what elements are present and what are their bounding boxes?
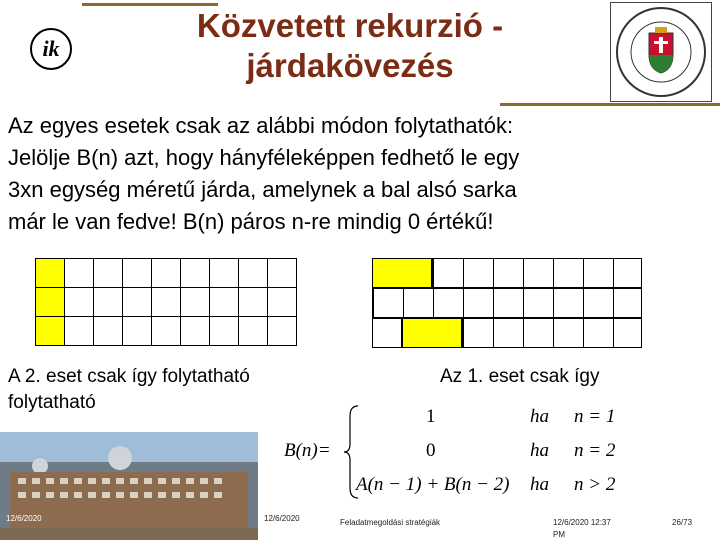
grid-row-cells: [372, 288, 642, 318]
body-line-1: Az egyes esetek csak az alábbi módon folytathatók:: [8, 113, 514, 138]
footer-page-number: 26/73: [672, 518, 693, 527]
body-line-4: már le van fedve! B(n) páros n-re mindig 0 értékű!: [8, 209, 494, 234]
grid-cell: [152, 259, 181, 288]
formula-cond-row-1: n = 1: [574, 406, 616, 427]
grid-cell: [210, 288, 239, 317]
grid-cell: [123, 259, 152, 288]
grid-cell: [65, 288, 94, 317]
formula-value-row-3: A(n − 1) + B(n − 2): [356, 474, 510, 495]
tiling-grid-case-1: [372, 258, 650, 348]
grid-row-cells: [432, 258, 642, 288]
formula-value-row-1: 1: [426, 406, 436, 427]
title-rule-bottom: [500, 103, 720, 106]
grid-cell: [239, 317, 268, 346]
recurrence-formula: [278, 404, 638, 500]
grid-cell: [94, 317, 123, 346]
grid-cell: [152, 317, 181, 346]
grid-cell-filled: [36, 288, 65, 317]
caption-case-2-line-1: A 2. eset csak így folytatható: [8, 366, 250, 387]
formula-ha-row-3: ha: [530, 474, 549, 495]
formula-lhs: B(n)=: [284, 440, 331, 461]
caption-case-2-line-2: folytatható: [8, 392, 96, 413]
formula-ha-row-1: ha: [530, 406, 549, 427]
campus-photo: [0, 432, 258, 540]
grid-cell: [94, 288, 123, 317]
grid-cell: [65, 259, 94, 288]
grid-cell: [123, 288, 152, 317]
university-seal-icon: [610, 2, 712, 102]
formula-cond-row-2: n = 2: [574, 440, 616, 461]
body-text: [8, 110, 708, 238]
grid-cell: [181, 259, 210, 288]
body-line-2: Jelölje B(n) azt, hogy hányféleképpen fedhető le egy: [8, 145, 520, 170]
formula-cond-row-3: n > 2: [574, 474, 616, 495]
grid-cell: [268, 259, 297, 288]
body-line-3: 3xn egység méretű járda, amelynek a bal alsó sarka: [8, 177, 517, 202]
footer-datetime: 12/6/2020 12:37: [553, 518, 611, 527]
svg-text:ik: ik: [42, 36, 60, 61]
grid-cell: [181, 288, 210, 317]
grid-cell: [268, 317, 297, 346]
grid-cell: [123, 317, 152, 346]
slide-title: [140, 6, 560, 86]
grid-cell: [239, 288, 268, 317]
grid-cell: [152, 288, 181, 317]
grid-row-cells: [462, 318, 642, 348]
tiling-grid-case-2: [35, 258, 297, 346]
title-line-1: Közvetett rekurzió -: [196, 7, 504, 44]
grid-cell: [268, 288, 297, 317]
footer-date-overlay: 12/6/2020: [264, 514, 300, 523]
grid-cell: [94, 259, 123, 288]
grid-cell: [181, 317, 210, 346]
grid-cell: [65, 317, 94, 346]
footer-date-left: 12/6/2020: [6, 514, 42, 523]
grid-cell-filled: [372, 258, 432, 288]
footer-subject: Feladatmegoldási stratégiák: [340, 518, 441, 527]
caption-case-1: Az 1. eset csak így: [440, 366, 600, 387]
ik-logo-icon: [28, 26, 74, 72]
footer-ampm: PM: [553, 530, 565, 539]
grid-cell: [210, 259, 239, 288]
title-line-2: járdakövezés: [246, 47, 454, 84]
grid-cell: [210, 317, 239, 346]
grid-cell-filled: [36, 317, 65, 346]
grid-cell-filled: [402, 318, 462, 348]
formula-ha-row-2: ha: [530, 440, 549, 461]
formula-value-row-2: 0: [426, 440, 436, 461]
grid-cell-filled: [36, 259, 65, 288]
grid-cell: [372, 318, 402, 348]
grid-cell: [239, 259, 268, 288]
